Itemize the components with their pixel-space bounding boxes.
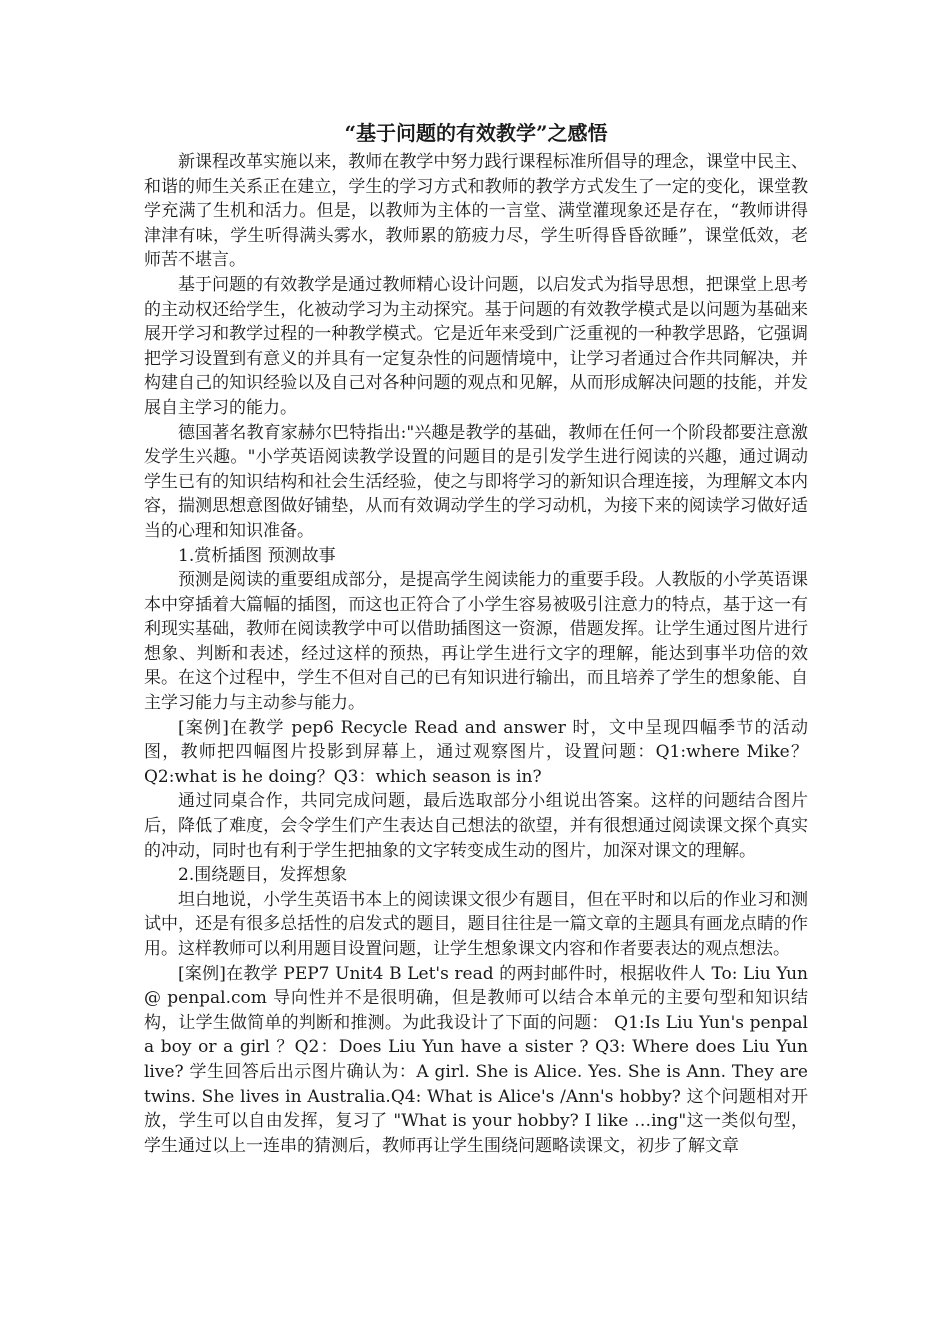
paragraph-intro: 新课程改革实施以来，教师在教学中努力践行课程标准所倡导的理念，课堂中民主、和谐的师生关系正在建立，学生的学习方式和教师的教学方式发生了一定的变化，课堂教学充满了生机和活力。但是，以教师为主体的一言堂、满堂灌现象还是存在，“教师讲得津津有味，学生听得满头雾水，教师累的筋疲力尽，学生听得昏昏欲睡”，课堂低效，老师苦不堪言。 [144, 152, 808, 271]
section-heading-1: 1.赏析插图 预测故事 [178, 545, 336, 566]
paragraph-definition: 基于问题的有效教学是通过教师精心设计问题，以启发式为指导思想，把课堂上思考的主动权还给学生，化被动学习为主动探究。基于问题的有效教学模式是以问题为基础来展开学习和教学过程的一种教学模式。它是近年来受到广泛重视的一种教学思路，它强调把学习设置到有意义的并具有一定复杂性的问题情境中，让学习者通过合作共同解决，并构建自己的知识经验以及自己对各种问题的观点和见解，从而形成解决问题的技能，并发展自主学习的能力。 [144, 274, 808, 418]
paragraph-case-1: [案例]在教学 pep6 Recycle Read and answer 时，文中呈现四幅季节的活动图，教师把四幅图片投影到屏幕上，通过观察图片，设置问题：Q1:where Mike？Q2:what is he doing？Q3：which season is in? [144, 717, 808, 787]
document-title: “基于问题的有效教学”之感悟 [344, 121, 608, 145]
paragraph-title-usage: 坦白地说，小学生英语书本上的阅读课文很少有题目，但在平时和以后的作业习和测试中，还是有很多总括性的启发式的题目，题目往往是一篇文章的主题具有画龙点睛的作用。这样教师可以利用题目设置问题，让学生想象课文内容和作者要表达的观点想法。 [144, 889, 808, 959]
paragraph-prediction: 预测是阅读的重要组成部分，是提高学生阅读能力的重要手段。人教版的小学英语课本中穿插着大篇幅的插图，而这也正符合了小学生容易被吸引注意力的特点，基于这一有利现实基础，教师在阅读教学中可以借助插图这一资源，借题发挥。让学生通过图片进行想象、判断和表述，经过这样的预热，再让学生进行文字的理解，能达到事半功倍的效果。在这个过程中，学生不但对自己的已有知识进行输出，而且培养了学生的想象能、自主学习能力与主动参与能力。 [144, 570, 808, 714]
section-heading-2: 2.围绕题目，发挥想象 [178, 865, 348, 886]
paragraph-case-2: [案例]在教学 PEP7 Unit4 B Let's read 的两封邮件时，根据收件人 To: Liu Yun @ penpal.com 导向性并不是很明确，但是教师可以结合本单元的主要句型和知识结构，让学生做简单的判断和推测。为此我设计了下面的问题： Q1:Is Liu Yun's penpal a boy or a girl ？Q2：Does Liu Yun have a sister ? Q3: Where does Liu Yun live? 学生回答后出示图片确认为：A girl. She is Alice. Yes. She is Ann. They are twins. She lives in Australia.Q4: What is Alice's /Ann's hobby? 这个问题相对开放，学生可以自由发挥，复习了 "What is your hobby? I like …ing"这一类似句型，学生通过以上一连串的猜测后，教师再让学生围绕问题略读课文，初步了解文章 [144, 963, 808, 1156]
document-body [144, 118, 808, 1158]
paragraph-herbart-quote: 德国著名教育家赫尔巴特指出:"兴趣是教学的基础，教师在任何一个阶段都要注意激发学生兴趣。"小学英语阅读教学设置的问题目的是引发学生进行阅读的兴趣，通过调动学生已有的知识结构和社会生活经验，使之与即将学习的新知识合理连接，为理解文本内容，揣测思想意图做好铺垫，从而有效调动学生的学习动机，为接下来的阅读学习做好适当的心理和知识准备。 [144, 422, 808, 541]
paragraph-case-1-result: 通过同桌合作，共同完成问题，最后选取部分小组说出答案。这样的问题结合图片后，降低了难度，会令学生们产生表达自己想法的欲望，并有很想通过阅读课文探个真实的冲动，同时也有利于学生把抽象的文字转变成生动的图片，加深对课文的理解。 [144, 791, 808, 861]
